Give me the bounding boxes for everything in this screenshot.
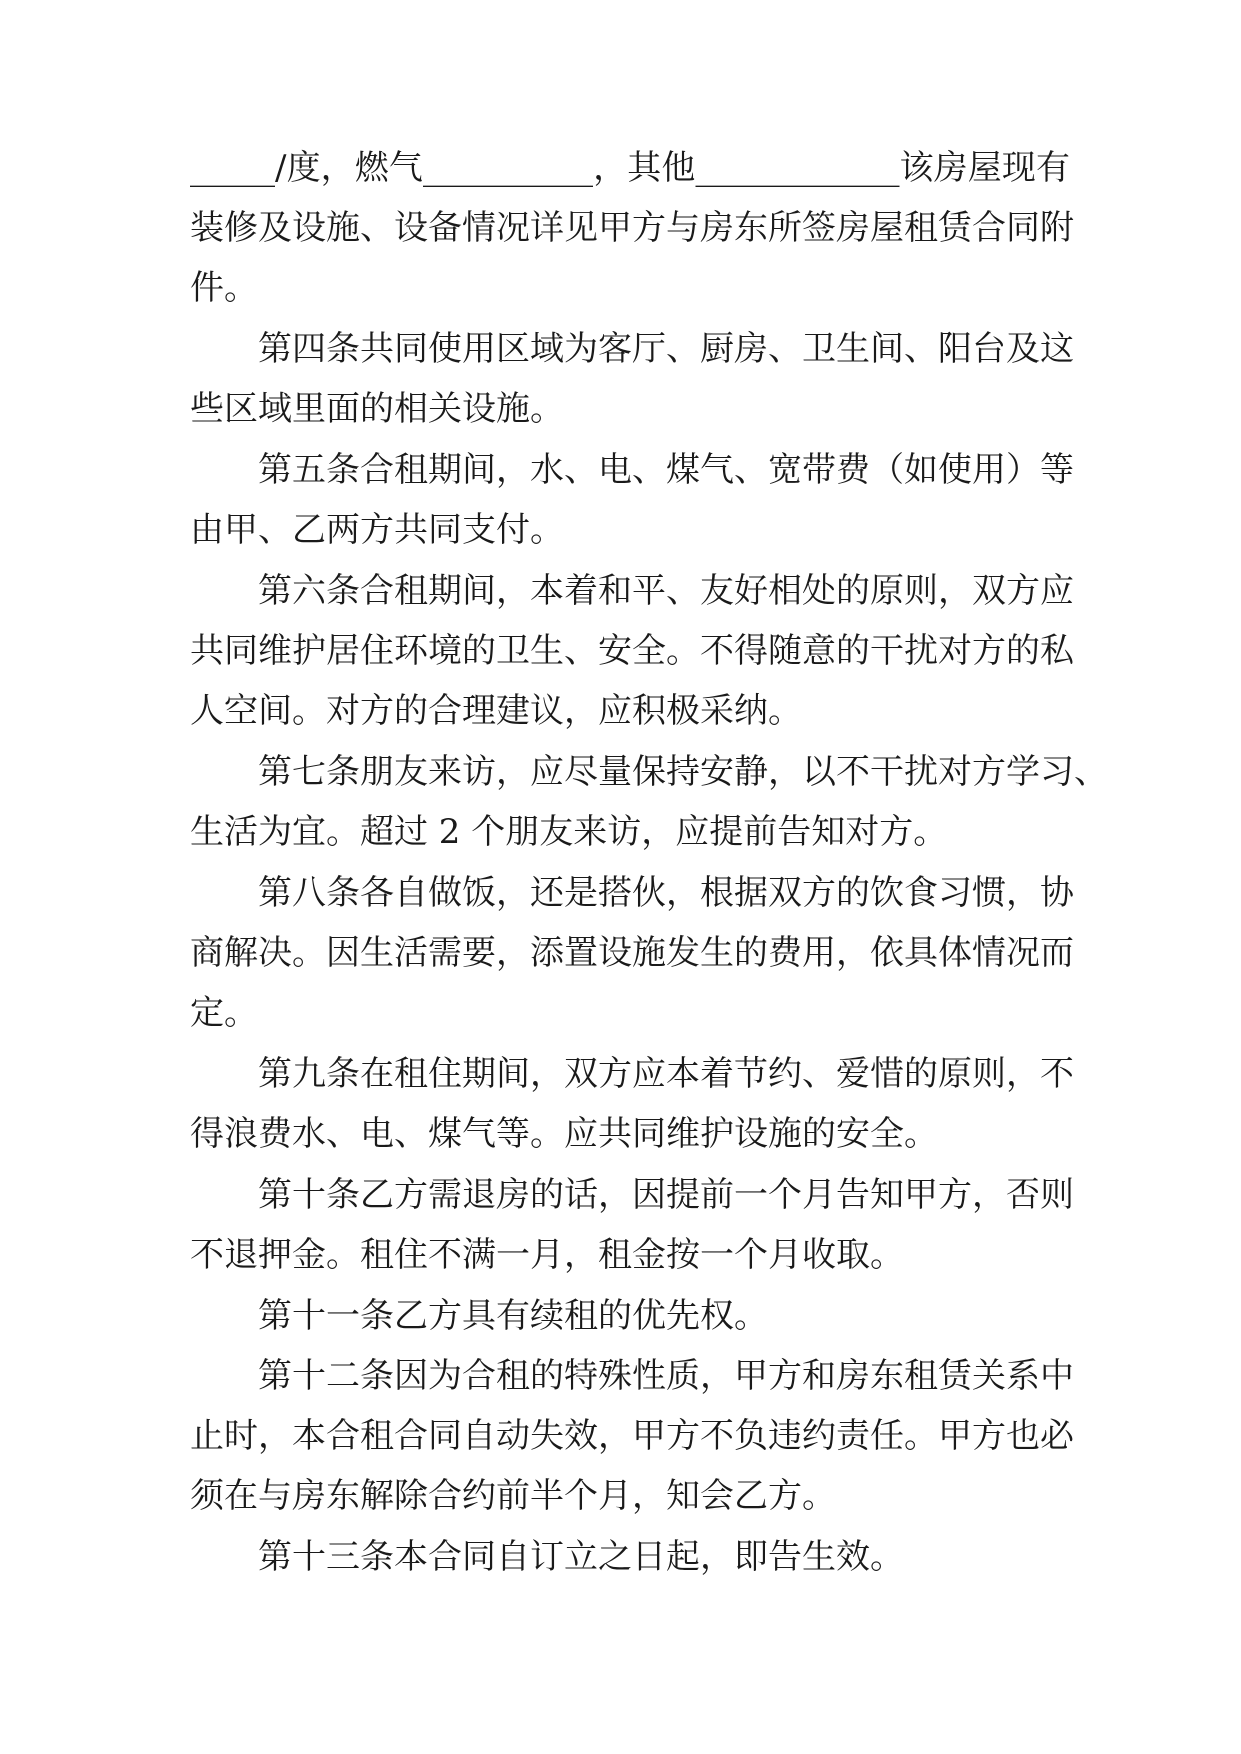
clause-6-line: 第六条合租期间，本着和平、友好相处的原则，双方应 — [258, 571, 1074, 611]
clause-10-line: 第十条乙方需退房的话，因提前一个月告知甲方，否则 — [258, 1175, 1074, 1215]
text-line: 件。 — [190, 268, 258, 308]
clause-4-line: 第四条共同使用区域为客厅、厨房、卫生间、阳台及这 — [258, 329, 1074, 369]
clause-12-line: 第十二条因为合租的特殊性质，甲方和房东租赁关系中 — [258, 1356, 1074, 1396]
clause-13-line: 第十三条本合同自订立之日起，即告生效。 — [258, 1537, 904, 1577]
text-line: _____/度，燃气__________，其他____________该房屋现有 — [190, 148, 1070, 188]
text-line: 不退押金。租住不满一月，租金按一个月收取。 — [190, 1235, 904, 1275]
text-line: 人空间。对方的合理建议，应积极采纳。 — [190, 691, 802, 731]
text-line: 止时，本合租合同自动失效，甲方不负违约责任。甲方也必 — [190, 1416, 1074, 1456]
clause-7-line: 第七条朋友来访，应尽量保持安静，以不干扰对方学习、 — [258, 752, 1108, 792]
clause-8-line: 第八条各自做饭，还是搭伙，根据双方的饮食习惯，协 — [258, 873, 1074, 913]
text-line: 些区域里面的相关设施。 — [190, 389, 564, 429]
clause-9-line: 第九条在租住期间，双方应本着节约、爱惜的原则，不 — [258, 1054, 1074, 1094]
clause-5-line: 第五条合租期间，水、电、煤气、宽带费（如使用）等 — [258, 450, 1074, 490]
text-line: 生活为宜。超过 2 个朋友来访，应提前告知对方。 — [190, 812, 948, 852]
text-line: 须在与房东解除合约前半个月，知会乙方。 — [190, 1476, 836, 1516]
clause-11-line: 第十一条乙方具有续租的优先权。 — [258, 1296, 768, 1336]
text-line: 共同维护居住环境的卫生、安全。不得随意的干扰对方的私 — [190, 631, 1074, 671]
text-line: 装修及设施、设备情况详见甲方与房东所签房屋租赁合同附 — [190, 208, 1074, 248]
text-line: 商解决。因生活需要，添置设施发生的费用，依具体情况而 — [190, 933, 1074, 973]
text-line: 定。 — [190, 993, 258, 1033]
text-line: 得浪费水、电、煤气等。应共同维护设施的安全。 — [190, 1114, 938, 1154]
text-line: 由甲、乙两方共同支付。 — [190, 510, 564, 550]
